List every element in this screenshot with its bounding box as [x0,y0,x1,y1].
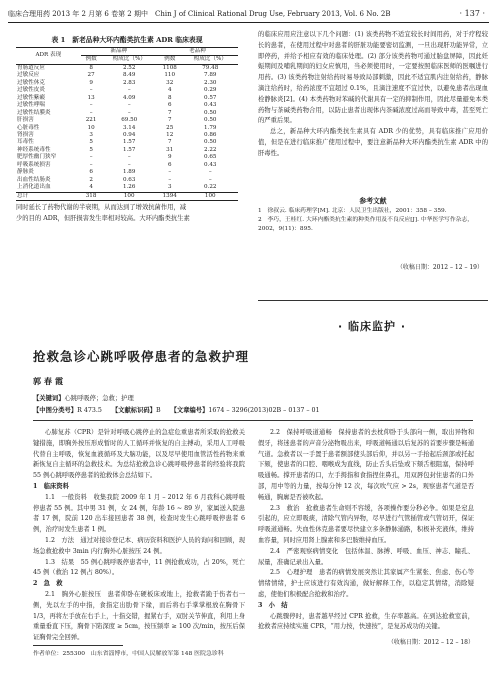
table-cell: 1394 [157,192,183,200]
table-cell: 100 [101,192,156,200]
row-label: 上消化道出血 [17,184,51,191]
reference-item: 1 徐叔云. 临床药理学[M]. 北京：人民卫生出版社，2001：358 – 359. [258,208,447,214]
table-cell: – [168,176,172,183]
table-cell: 2.52 [122,64,136,71]
table-cell: 10 [87,124,95,131]
table-cell: 32 [166,79,174,86]
table-cell: 3 [89,131,93,138]
row-label: 过敏反应 [17,72,40,79]
row-label: 心脏毒性 [17,124,40,131]
table-cell: 8.49 [122,72,136,79]
table-row [16,87,238,94]
sub-cases-old: 例数 [157,56,183,64]
section-heading: 1 临床资料 [33,482,69,490]
row-label: 总计 [16,192,81,200]
table-cell: 8 [89,64,93,71]
table-row [16,139,238,146]
row-label: 过敏性皮炎 [17,87,45,94]
table-cell: 12 [166,131,174,138]
table-cell: – [168,169,172,176]
running-header [8,6,489,23]
table-cell: 0.29 [204,87,217,94]
references-heading: 参考文献 [359,197,387,205]
table-cell: 0.63 [122,176,136,183]
table-cell: 3 [167,184,172,191]
table-cell: 13 [87,94,95,101]
table-cell: 2.30 [204,79,217,86]
section-banner: · 临床监护 · [338,320,407,333]
table-row [16,125,238,132]
row-label: 呼吸系统损害 [17,161,51,168]
table-cell: – [208,176,212,183]
table-cell: – [89,109,93,116]
table-cell: 5 [89,139,93,146]
body-paragraph: 2.3 救治 抢救患者生命则不容缓，各项操作要分秒必争。如果是窒息引起的，应立即吸痰，清除气管内异物，尽早进行气管插管或气管切开，保证呼吸道通畅。失血性休克患者要尽快建立多条静脉通路，积极补充液体，维持血容量，同时应用肾上腺素和多巴胺维持血压。 [258,504,474,544]
body-paragraph: 2.4 严密观察病情变化 包括体温、脉搏、呼吸、血压、神志、瞳孔、尿量，准确记录出入量。 [258,547,474,566]
row-label: 耳毒性 [17,139,34,146]
body-paragraph: 1.1 一般资料 收集我院 2009 年 1 月 – 2012 年 6 月我科心跳呼吸停患者 55 例。其中男 31 例，女 24 例，年龄 16 ~ 89 岁，家属送入院患者 17 例，院前 120 出车接回患者 38 例，检查时发生心跳呼吸停患者 6 例，治疗时发生患者 1 例。 [33,493,245,534]
article-author: 郭春霞 [33,376,66,386]
table-cell: 0.50 [204,109,217,116]
table-cell: 9 [167,154,172,161]
article-id-label: 【文章编号】 [170,407,209,414]
table-cell: 4 [89,184,93,191]
table-row [16,72,238,79]
table-cell: 8 [167,94,172,101]
sub-ratio-new: 构成比（%） [101,56,156,64]
row-label: 肥厚性幽门狭窄 [17,154,57,161]
table-cell: 100 [182,192,238,200]
body-paragraph: 1.2 方法 通过对接诊登记本、病历资料和医护人员的询问和回顾，现场急救抢救中 3min 内行胸外心脏按压 24 例。 [33,536,245,555]
article-title: 抢救急诊心跳呼吸停患者的急救护理 [33,349,250,364]
table-cell: 0.43 [204,161,217,168]
table-cell: 2 [89,176,93,183]
section-heading: 2 急 救 [33,580,63,588]
table-row [16,162,238,169]
table-cell: – [127,154,131,161]
table-title: 表 1 新老品种大环内酯类抗生素 ADR 临床表现 [51,36,203,44]
table-row [16,169,238,176]
table-cell: 1.79 [204,124,217,131]
table-cell: – [89,154,93,161]
page-number: · 137 · [459,9,485,18]
table-cell: 1.26 [122,184,136,191]
conclusion-paragraph: 总之，新品种大环内酯类抗生素具有 ADR 少的优势，具有临床推广应用价值，但是在进行临床推广使用过程中，要注意新品种大环内酯类抗生素 ADR 中的肝毒性。 [258,128,488,157]
table-cell: – [208,169,212,176]
body-paragraph: 2.2 保持呼吸道通畅 保持患者的去枕仰卧于头部向一侧，取出异物和假牙，将迷患者的声音分泌物吸出来，呼吸道畅通以后复苏的首要步骤是畅通气道。急救者以一手置于患者额部使头部后仰，并以另一手抬起后颈部或托起下颏，使患者的口腔、咽喉成为直线，防止舌头后坠或下颏舌根阻塞，保持呼吸通畅。撑开患者的口，左手拇指和食指捏住鼻孔，用双唇包封住患者的口外部，用中等的力量，按每分钟 12 次，每次吹气应 > 2s，观察患者气道是否畅通，胸廓是否被吹起。 [258,429,474,501]
received-date: （收稿日期：2012 – 12 – 19） [396,264,483,271]
table-cell: – [127,87,131,94]
table-row [16,192,238,200]
table-row [16,110,238,117]
table-cell: 7.89 [204,72,217,79]
table-cell: 69.50 [121,117,138,124]
table-cell: 0.50 [204,117,217,124]
footnote-rule [33,645,123,646]
table-cell: – [127,102,131,109]
article-body-right [258,428,474,633]
table-cell: 1108 [162,64,177,71]
row-label: 过敏性休克 [17,79,45,86]
table-cell: 0.86 [204,131,217,138]
text-line: 少的目的 ADR，但肝损害发生率相对较高。大环内酯类抗生素 [16,214,190,222]
keywords-label: 【关键词】 [33,395,65,402]
clc-number: R 473.5 [77,407,102,414]
body-paragraph: 2.1 胸外心脏按压 患者仰卧在硬板床或地上，抢救者跪于伤者右一侧，先以左手的中指，食指定出肋骨下缘，而后将右手掌掌根放在胸骨下 1/3，再将左手放在右手上，十指交错，握紧右手，双肘关节伸直，利用上身重量垂直下压，胸骨下陷深度 ≥ 5cm，按压频率 ≥ 100 次/min，按压后保证胸骨完全回弹。 [33,590,245,642]
row-label: 静脉炎 [17,169,34,176]
row-label: 过敏性结膜炎 [17,109,51,116]
table-cell: 9 [89,79,93,86]
table-row [16,154,238,161]
row-label: 过敏性哮喘 [17,102,45,109]
table-row [16,80,238,87]
table-cell: 0.22 [204,184,217,191]
table-cell: 4 [167,87,172,94]
author-affiliation: 作者单位：255300 山东省淄博市，中国人民解放军第 148 医院急诊科 [33,651,224,657]
adr-table [16,47,238,201]
table-cell: 0.65 [204,154,217,161]
table-cell: – [89,87,93,94]
left-top-paragraph [16,203,238,225]
sub-ratio-old: 构成比（%） [182,56,238,64]
table-cell: 0.94 [122,131,136,138]
row-label: 过敏性紫癜 [17,94,45,101]
table-cell: 27 [87,72,95,79]
keywords: 心跳呼吸停；急救；护理 [64,395,134,402]
divider [258,300,488,301]
journal-citation: 临床合理用药 2013 年 2 月第 6 卷第 2 期中 Chin J of Clinical Rational Drug Use, February 2013, Vol. 6 No. 2B [8,10,391,18]
row-label: 出血性结肠炎 [17,176,51,183]
table-cell: 5 [89,146,93,153]
table-row [16,64,238,72]
col-adr-header: ADR 表现 [16,48,81,65]
group-new-header: 新品种 [81,48,157,56]
row-label: 神经系统毒性 [17,146,51,153]
table-row [16,117,238,124]
table-cell: 1.57 [122,139,136,146]
text-line: 同时延长了药物代谢的半衰期，从而达到了增效抗菌作用，减 [16,204,187,211]
row-label: 肾损害 [17,131,34,138]
table-cell: 1.57 [122,146,136,153]
table-cell: 1.89 [122,169,136,176]
table-cell: 25 [166,124,174,131]
table-cell: 2.83 [122,79,136,86]
table-cell: – [89,161,93,168]
table-cell: 6 [167,161,172,168]
table-cell: 31 [166,146,174,153]
table-cell: 2.22 [204,146,217,153]
table-row [16,102,238,109]
table-row [16,132,238,139]
table-cell: 79.48 [202,64,219,71]
body-paragraph: 2.5 心理护理 患者的病情发展突然让其家属产生紧张、焦虑、伤心等情绪情绪，护士应该进行有效沟通，做好解释工作，以稳定其情绪，消除疑虑，使他们积极配合抢救和治疗。 [258,569,474,598]
table-cell: 4.09 [122,94,136,101]
adr-table-body [16,64,238,200]
table-cell: 7 [167,139,172,146]
table-cell: – [89,102,93,109]
reference-item: 2 李巧，王桂红. 大环内酯类抗生素的种类作用及不良反应[J]. 中华医学写作杂志，2002，9(11)：895. [258,217,474,232]
body-paragraph: 心跳骤停时，患者越早经过 CPR 抢救，生存率越高。在到达抢救室前，抢救者应持续实施 CPR，“用力按，快速按”，是复苏成功的关键。 [258,612,474,631]
article-received-date: （收稿日期：2012 – 12 – 18） [387,639,474,646]
discussion-paragraph: 的临床应用应注意以下几个问题：(1) 该类药物不适宜较长时间用药，对于疗程较长的患者，在使用过程中对患者的肝脏功能要密切监测，一旦出现肝功能异常，立即停药，并给予相应有效的临床处理。(2) 部分该类药物可通过胎盘屏障，因此妊娠期间及哺乳期间的妇女应慎用，当必须使用时，一定要按照临床医师的医嘱进行用药。(3) 该类药物注射给药时易导致局部刺激，因此不适宜肌内注射给药，静脉滴注给药时，给药浓度不宜超过 0.1%，且滴注速度不宜过快，以避免患者出现血栓静脉炎[2]。(4) 本类药物对苯碱的代谢具有一定的抑制作用，因此尽量避免本类药物与茶碱类药物合用，以防止患者出现体内茶碱浓度过高而导致中毒，甚至死亡的严重后果。 [258,31,488,125]
table-cell: 110 [164,72,176,79]
right-top-column [258,30,488,160]
article-body-left [33,428,245,644]
table-cell: 318 [81,192,102,200]
row-label: 肝损害 [17,117,34,124]
document-code: B [155,407,161,414]
group-old-header: 老品种 [157,48,238,56]
table-cell: 0.50 [204,139,217,146]
table-cell: 0.43 [204,102,217,109]
article-id: 1674 – 3296(2013)02B – 0137 – 01 [208,407,320,414]
table-cell: 221 [85,117,97,124]
divider [33,420,473,421]
references-list [258,207,488,234]
table-cell: – [127,161,131,168]
keywords-block [33,393,473,417]
table-row [16,184,238,192]
sub-cases-new: 例数 [81,56,102,64]
table-cell: 3.14 [122,124,136,131]
table-cell: – [127,109,131,116]
table-row [16,95,238,102]
table-cell: 7 [167,117,172,124]
clc-label: 【中图分类号】 [33,407,78,414]
row-label: 胃肠道反应 [17,64,45,71]
section-heading: 3 小 结 [258,601,288,609]
table-cell: 0.57 [204,94,217,101]
table-cell: 6 [167,102,172,109]
table-cell: 7 [167,109,172,116]
code-label: 【文献标识码】 [111,407,156,414]
table-cell: 6 [89,169,93,176]
body-paragraph: 心肺复苏（CPR）是针对呼吸心跳停止的急症危重患者所采取的抢救关键措施，即胸外按压形成暂时的人工循环并恢复的自主搏动，采用人工呼吸代替自主呼吸，恢复血液循环及大脑功能，以及尽早使用血管活性药物来重新恢复自主循环的急救技术。为总结抢救急诊心跳呼吸停患者的经验将我院 55 例心跳呼吸停患者的抢救体会总结如下。 [33,429,245,480]
body-paragraph: 1.3 结果 55 例心跳呼吸停患者中，11 例抢救成功，占 20%，死亡 45 例（救治 12 例占 80%）。 [33,558,245,577]
